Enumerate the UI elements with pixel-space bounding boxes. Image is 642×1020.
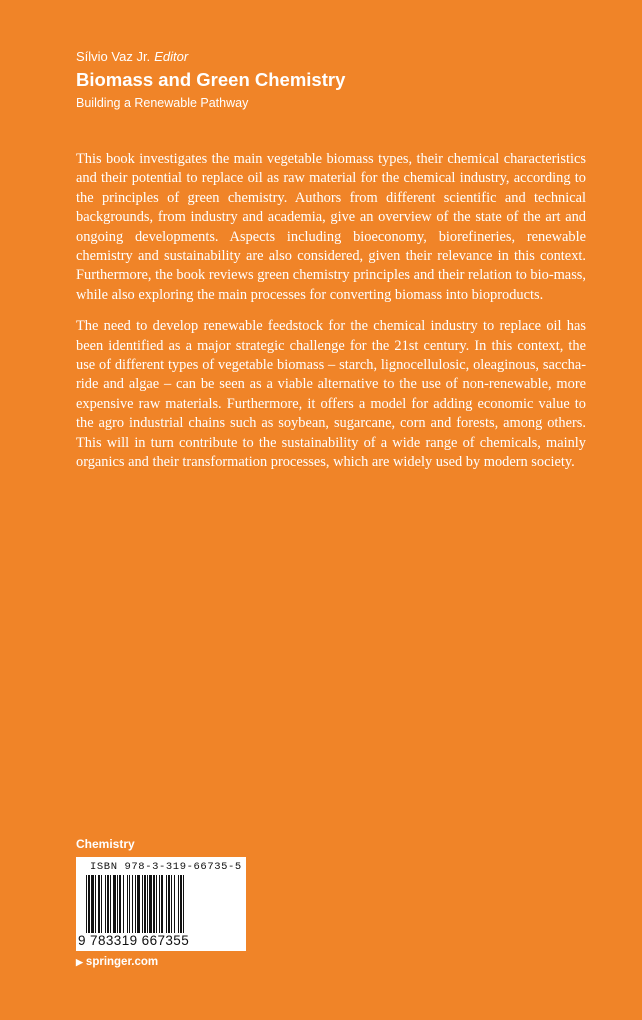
book-description [76, 150, 586, 485]
subject-category: Chemistry [76, 837, 135, 851]
isbn-label: ISBN 978-3-319-66735-5 [90, 861, 242, 873]
book-title: Biomass and Green Chemistry [76, 69, 346, 90]
publisher-website[interactable] [76, 956, 158, 968]
editor-line [76, 49, 188, 64]
triangle-arrow-icon: ▶ [76, 957, 83, 967]
barcode-digits: 9 783319 667355 [78, 933, 190, 948]
description-paragraph-1: This book investigates the main vegetable biomass types, their chemical characteristics and their potential to replace oil as raw material for the chemical industry, according to the principles of green chemistry. Authors from different scientific and technical backgrounds, from industry and academia, give an overview of the state of the art and ongoing developments. Aspects including bioeconomy, biorefineries, renewable chemistry and sustainability are also considered, given their relevance in this context. Furthermore, the book reviews green chemistry principles and their relation to bio-mass, while also exploring the main processes for converting biomass into bioproducts. [76, 151, 586, 303]
book-subtitle: Building a Renewable Pathway [76, 96, 249, 110]
isbn-barcode [76, 857, 246, 951]
description-paragraph-2: The need to develop renewable feedstock for the chemical industry to replace oil has been identified as a major strategic challenge for the 21st century. In this context, the use of different types of vegetable biomass – starch, lignocellulosic, oleaginous, saccha-ride and algae – can be seen as a viable alternative to the use of non-renewable, more expensive raw materials. Furthermore, it offers a model for adding economic value to the agro industrial chains such as soybean, sugarcane, corn and forests, among others. This will in turn contribute to the sustainability of a wide range of chemicals, mainly organics and their transformation processes, which are widely used by modern society. [76, 318, 586, 471]
editor-name: Sílvio Vaz Jr. [76, 49, 151, 64]
publisher-website-label: springer.com [85, 956, 159, 968]
barcode-bars [86, 875, 236, 933]
editor-role: Editor [154, 49, 189, 64]
